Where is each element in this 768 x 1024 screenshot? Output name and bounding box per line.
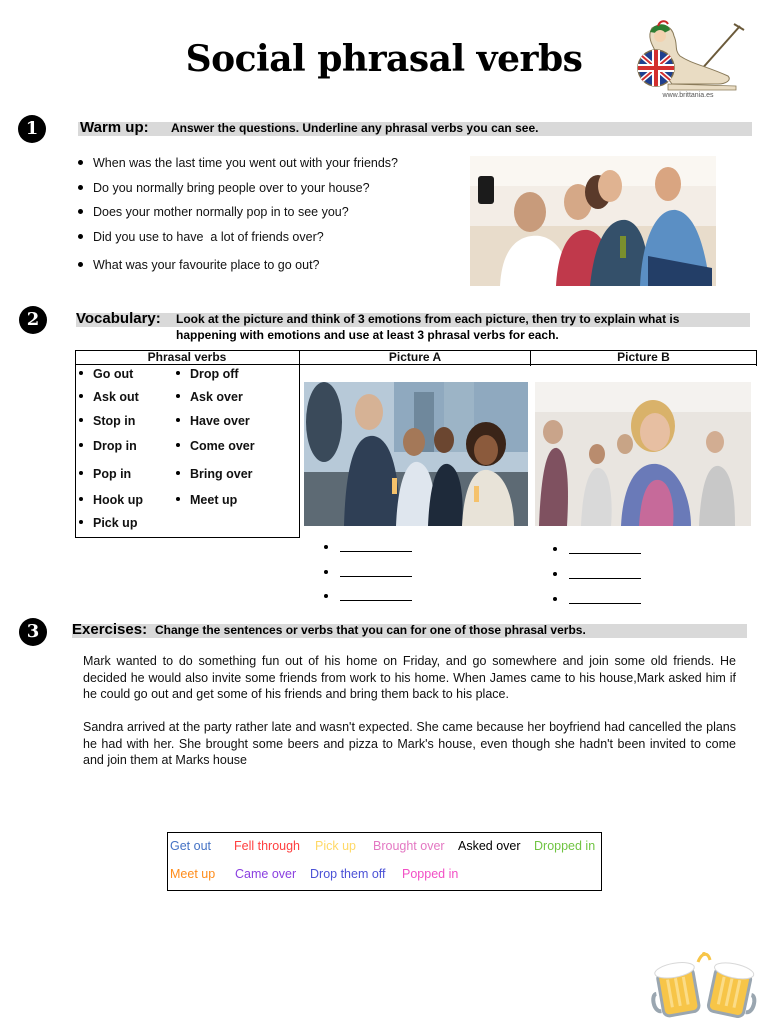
- section-3-title: Exercises:: [72, 621, 148, 638]
- phrasal-verb-item: Drop off: [176, 367, 239, 381]
- phrasal-verb-item: Ask over: [176, 390, 243, 404]
- phrasal-verb-item: Stop in: [79, 414, 135, 428]
- answer-blank-picture-a-1[interactable]: [324, 540, 424, 556]
- word-bank-item: Popped in: [402, 867, 459, 881]
- table-header-picture-b: Picture B: [617, 350, 670, 364]
- section-2-instruction-line-1: Look at the picture and think of 3 emotions from each picture, then try to explain what is: [176, 312, 680, 326]
- britannia-logo: [632, 20, 750, 92]
- table-header-phrasal-verbs: Phrasal verbs: [147, 350, 227, 364]
- section-1-instruction: Answer the questions. Underline any phrasal verbs you can see.: [171, 121, 539, 135]
- bullet-icon: [78, 160, 83, 165]
- phrasal-verb-item: Pop in: [79, 467, 131, 481]
- section-2-title: Vocabulary:: [76, 310, 161, 327]
- word-bank-item: Asked over: [458, 839, 521, 853]
- word-bank-box: [167, 832, 602, 891]
- phrasal-verb-item: Bring over: [176, 467, 253, 481]
- word-bank-item: Fell through: [234, 839, 301, 853]
- exercise-paragraph-2: Sandra arrived at the party rather late and wasn't expected. She came because her boyfriend had cancelled the plans he had with her. She brought some beers and pizza to Mark's house, even though she hadn't been invited to come and join them at Marks house: [83, 720, 736, 767]
- phrasal-verb-item: Ask out: [79, 390, 139, 404]
- logo-url-text: www.brittania.es: [662, 92, 714, 99]
- picture-a-party-photo: [304, 382, 528, 526]
- phrasal-verb-item: Come over: [176, 439, 255, 453]
- table-header-picture-a: Picture A: [388, 350, 442, 364]
- answer-blank-picture-a-3[interactable]: [324, 589, 424, 605]
- phrasal-verb-item: Drop in: [79, 439, 137, 453]
- section-1-title: Warm up:: [80, 119, 149, 136]
- list-item: Do you normally bring people over to your house?: [78, 181, 370, 195]
- section-3-instruction: Change the sentences or verbs that you can for one of those phrasal verbs.: [155, 623, 586, 637]
- answer-blank-picture-b-2[interactable]: [553, 567, 653, 583]
- word-bank-item: Dropped in: [534, 839, 596, 853]
- list-item: When was the last time you went out with your friends?: [78, 156, 398, 170]
- bullet-icon: [78, 185, 83, 190]
- list-item: What was your favourite place to go out?: [78, 258, 320, 272]
- exercise-paragraph-1: Mark wanted to do something fun out of his home on Friday, and go somewhere and join some old friends. He decided he would also invite some friends from work to his home. When James came to his house,Mark asked him if he could go out and get some of his friends and bring them back to his place.: [83, 654, 736, 701]
- friends-selfie-photo: [470, 156, 716, 286]
- section-number-1: 1: [18, 115, 46, 143]
- list-item: Did you use to have a lot of friends over?: [78, 230, 324, 244]
- word-bank-item: Meet up: [170, 867, 216, 881]
- phrasal-verb-item: Pick up: [79, 516, 137, 530]
- word-bank-item: Came over: [235, 867, 297, 881]
- bullet-icon: [78, 209, 83, 214]
- picture-b-party-photo: [535, 382, 751, 526]
- phrasal-verb-item: Hook up: [79, 493, 143, 507]
- bullet-icon: [78, 262, 83, 267]
- beer-mugs-icon: [648, 950, 760, 1018]
- answer-blank-picture-b-3[interactable]: [553, 592, 653, 608]
- word-bank-item: Get out: [170, 839, 211, 853]
- phrasal-verb-item: Have over: [176, 414, 250, 428]
- answer-blank-picture-b-1[interactable]: [553, 542, 653, 558]
- section-number-3: 3: [19, 618, 47, 646]
- phrasal-verb-item: Meet up: [176, 493, 237, 507]
- phrasal-verb-item: Go out: [79, 367, 133, 381]
- answer-blank-picture-a-2[interactable]: [324, 565, 424, 581]
- page-title: Social phrasal verbs: [185, 38, 583, 80]
- word-bank-item: Pick up: [315, 839, 356, 853]
- list-item: Does your mother normally pop in to see you?: [78, 205, 349, 219]
- bullet-icon: [78, 234, 83, 239]
- word-bank-item: Brought over: [373, 839, 445, 853]
- section-number-2: 2: [19, 306, 47, 334]
- word-bank-item: Drop them off: [310, 867, 386, 881]
- section-2-instruction-line-2: happening with emotions and use at least 3 phrasal verbs for each.: [176, 328, 559, 342]
